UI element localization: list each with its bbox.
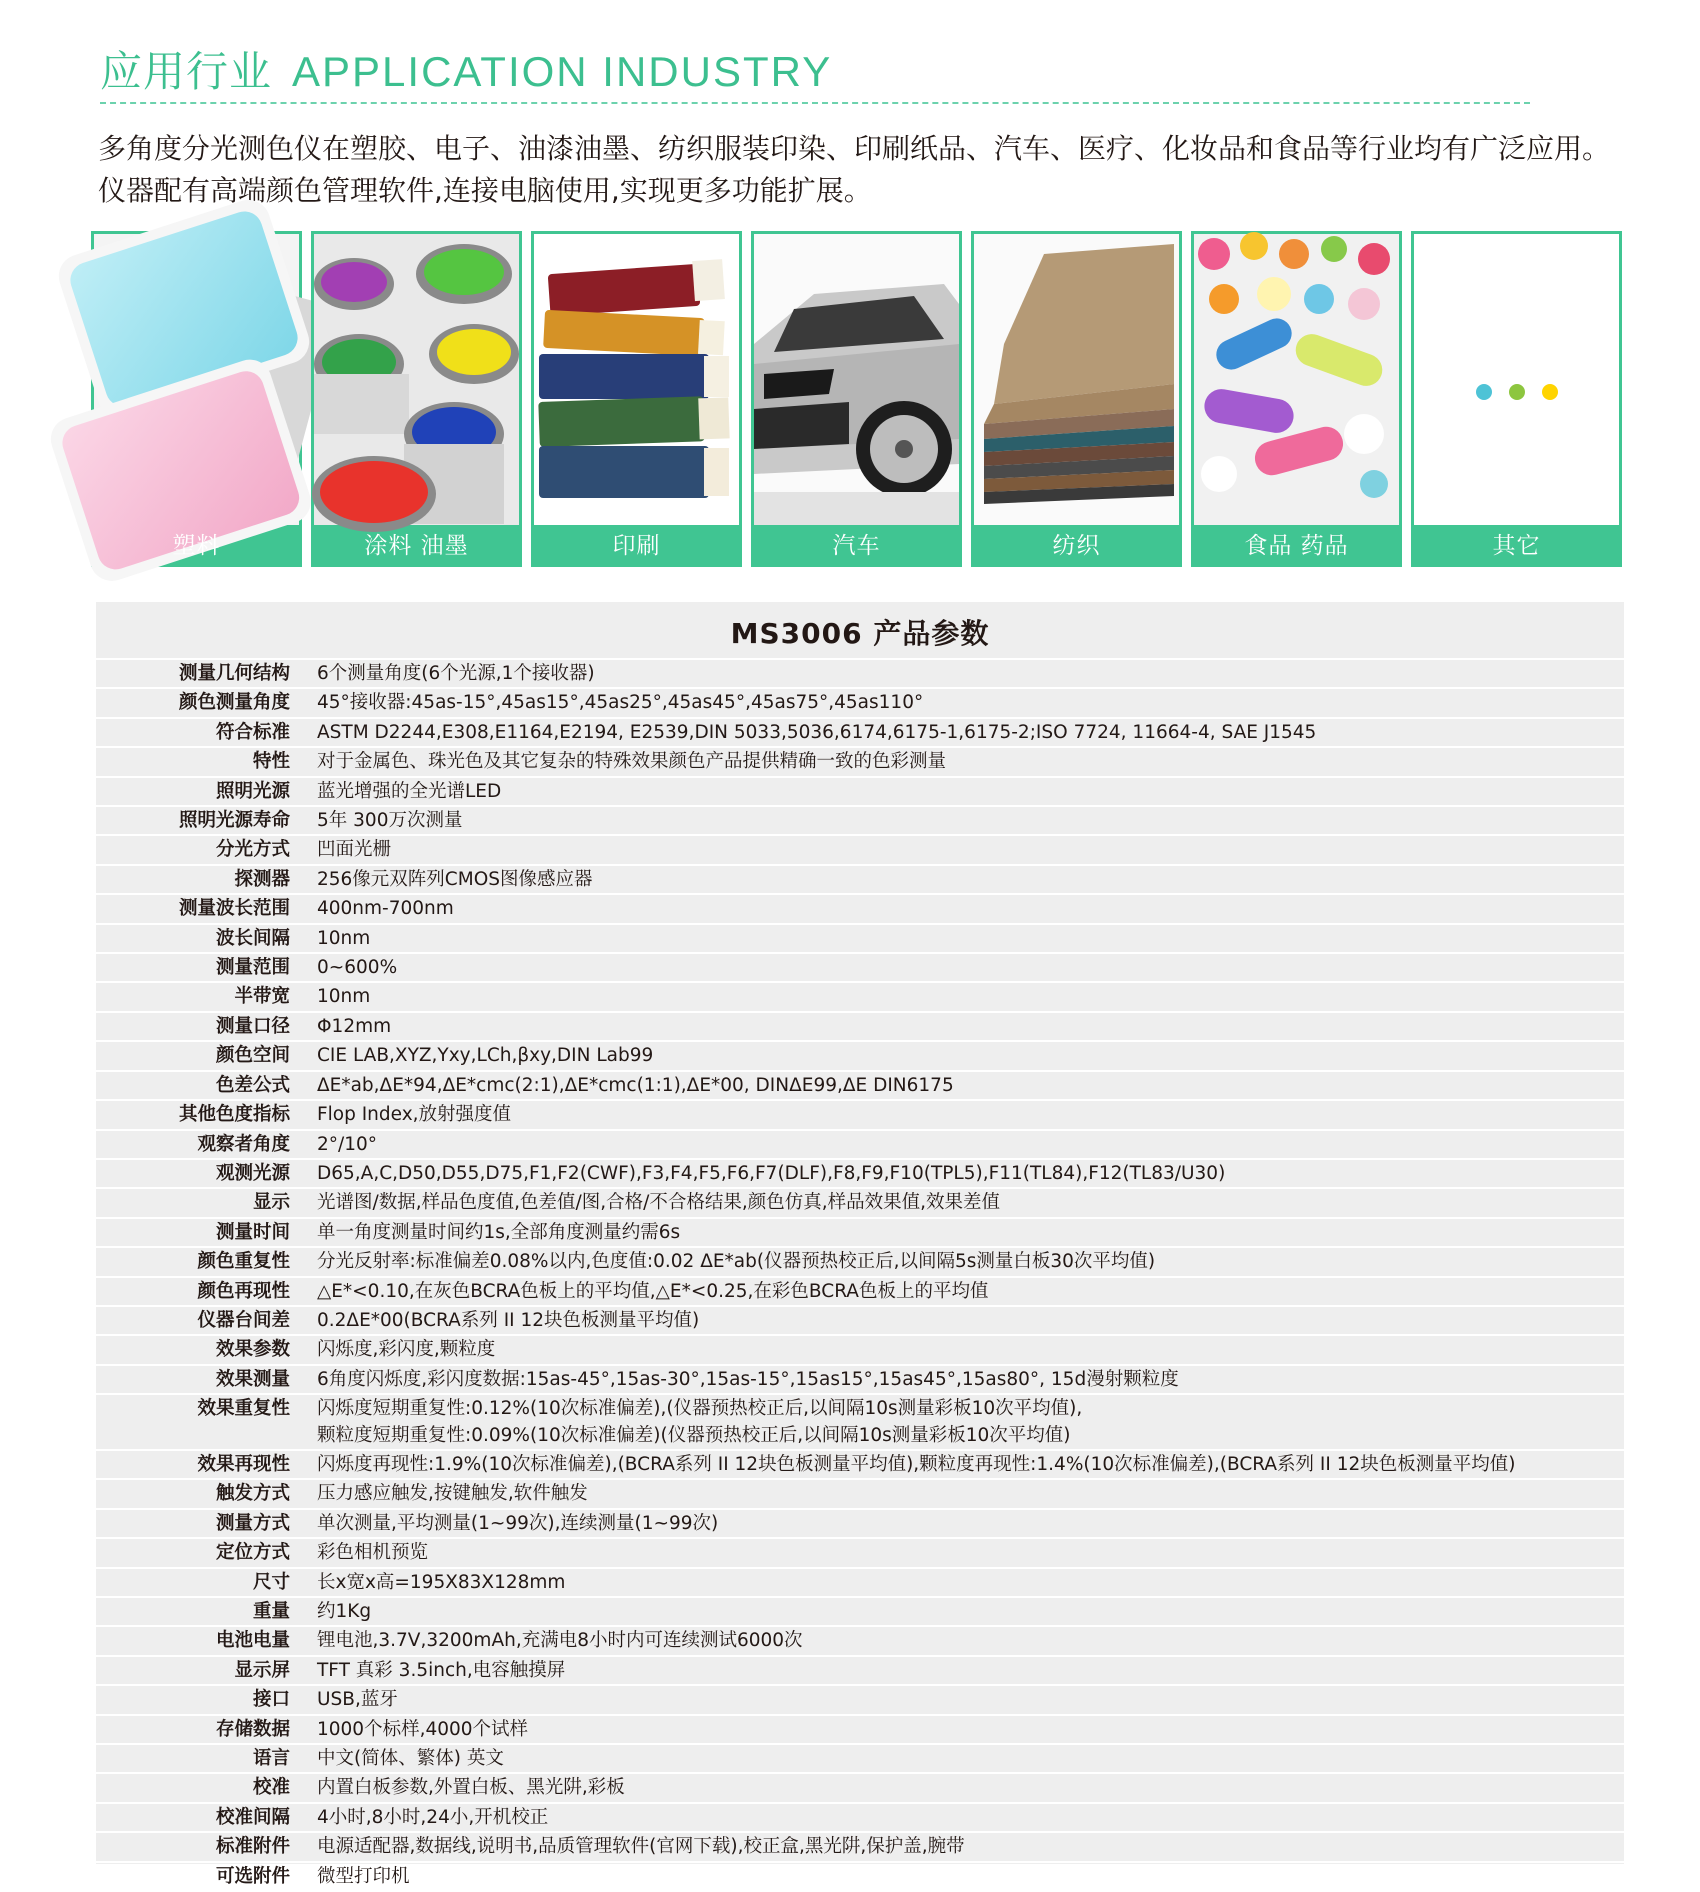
spec-row <box>96 660 1624 689</box>
spec-row <box>96 1510 1624 1539</box>
heading-cn: 应用行业 <box>100 47 273 96</box>
spec-row <box>96 1013 1624 1042</box>
spec-value: 400nm-700nm <box>317 898 454 920</box>
spec-key: 测量时间 <box>215 1221 290 1243</box>
paint-cans-image <box>314 234 519 525</box>
industry-tile-food-pharma <box>1191 231 1402 567</box>
spec-key: 接口 <box>252 1689 290 1711</box>
spec-value: 压力感应触发,按键触发,软件触发 <box>317 1483 588 1505</box>
spec-key: 分光方式 <box>215 839 290 861</box>
spec-value: 微型打印机 <box>317 1865 410 1887</box>
spec-value: 4小时,8小时,24小,开机校正 <box>317 1806 549 1828</box>
spec-value: TFT 真彩 3.5inch,电容触摸屏 <box>317 1659 566 1681</box>
spec-key: 校准 <box>252 1777 290 1799</box>
spec-row <box>96 1336 1624 1365</box>
spec-key: 显示 <box>252 1192 290 1214</box>
spec-value: 闪烁度,彩闪度,颗粒度 <box>317 1339 496 1361</box>
section-heading <box>100 44 832 100</box>
spec-key: 颜色再现性 <box>197 1280 290 1302</box>
industry-tile-textile <box>971 231 1182 567</box>
spec-value: 1000个标样,4000个试样 <box>317 1718 529 1740</box>
spec-row <box>96 983 1624 1012</box>
spec-row <box>96 1804 1624 1833</box>
spec-row <box>96 1072 1624 1101</box>
spec-rows <box>96 658 1624 1892</box>
spec-key: 观察者角度 <box>197 1133 290 1155</box>
spec-value: ASTM D2244,E308,E1164,E2194, E2539,DIN 5033,5036,6174,6175-1,6175-2;ISO 7724, 11664-4, SAE J1545 <box>317 721 1317 743</box>
spec-row <box>96 1366 1624 1395</box>
spec-value: 45°接收器:45as-15°,45as15°,45as25°,45as45°,45as75°,45as110° <box>317 692 924 714</box>
spec-row <box>96 1569 1624 1598</box>
spec-value: 0~600% <box>317 957 398 979</box>
plastic-phone-cases-image <box>94 234 299 525</box>
spec-row <box>96 748 1624 777</box>
spec-row <box>96 778 1624 807</box>
spec-table <box>96 602 1624 1887</box>
spec-value: CIE LAB,XYZ,Yxy,LCh,βxy,DIN Lab99 <box>317 1045 654 1067</box>
spec-key: 其他色度指标 <box>178 1104 290 1126</box>
spec-key: 存储数据 <box>215 1718 290 1740</box>
spec-value: 电源适配器,数据线,说明书,品质管理软件(官网下载),校正盒,黑光阱,保护盖,腕带 <box>317 1836 965 1858</box>
spec-value: 内置白板参数,外置白板、黑光阱,彩板 <box>317 1777 625 1799</box>
intro-line-1: 多角度分光测色仪在塑胶、电子、油漆油墨、纺织服装印染、印刷纸品、汽车、医疗、化妆品和食品等行业均有广泛应用。 <box>98 132 1611 165</box>
spec-row <box>96 1307 1624 1336</box>
spec-row <box>96 1598 1624 1627</box>
industry-label: 塑料 <box>172 533 221 559</box>
spec-key: 照明光源寿命 <box>178 810 290 832</box>
heading-en: APPLICATION INDUSTRY <box>292 48 833 95</box>
spec-value: 蓝光增强的全光谱LED <box>317 780 502 802</box>
spec-row <box>96 1745 1624 1774</box>
folded-textiles-image <box>974 234 1179 525</box>
spec-key: 显示屏 <box>234 1659 290 1681</box>
spec-key: 重量 <box>252 1601 290 1622</box>
spec-value: 6个测量角度(6个光源,1个接收器) <box>317 663 595 684</box>
car-image <box>754 234 959 525</box>
spec-key: 效果重复性 <box>197 1398 290 1420</box>
spec-row <box>96 1774 1624 1803</box>
spec-row <box>96 1395 1624 1451</box>
spec-value: Φ12mm <box>317 1015 392 1037</box>
spec-value: 闪烁度再现性:1.9%(10次标准偏差),(BCRA系列 II 12块色板测量平均值),颗粒度再现性:1.4%(10次标准偏差),(BCRA系列 II 12块色板测量平均值) <box>317 1453 1516 1475</box>
spec-value: Flop Index,放射强度值 <box>317 1104 512 1126</box>
spec-row <box>96 1451 1624 1480</box>
spec-row <box>96 1686 1624 1715</box>
industry-tile-paint-ink <box>311 231 522 567</box>
spec-key: 效果测量 <box>215 1368 290 1390</box>
spec-key: 颜色重复性 <box>197 1251 290 1273</box>
spec-value: 10nm <box>317 986 371 1008</box>
spec-row <box>96 954 1624 983</box>
spec-key: 可选附件 <box>215 1865 290 1887</box>
spec-key: 特性 <box>252 751 290 773</box>
industry-label: 印刷 <box>612 533 661 559</box>
spec-row <box>96 1042 1624 1071</box>
spec-value: 对于金属色、珠光色及其它复杂的特殊效果颜色产品提供精确一致的色彩测量 <box>317 751 947 773</box>
spec-value: 长x宽x高=195X83X128mm <box>317 1571 566 1593</box>
spec-key: 电池电量 <box>215 1630 290 1652</box>
spec-row <box>96 1627 1624 1656</box>
intro-text <box>98 128 1658 212</box>
spec-key: 效果参数 <box>215 1339 290 1361</box>
spec-row <box>96 689 1624 718</box>
industry-label: 汽车 <box>832 533 881 559</box>
spec-row <box>96 895 1624 924</box>
industry-label: 食品 药品 <box>1244 533 1349 559</box>
spec-key: 颜色空间 <box>215 1045 290 1067</box>
industry-label: 其它 <box>1492 533 1541 559</box>
spec-value: 2°/10° <box>317 1133 378 1155</box>
spec-value: 彩色相机预览 <box>317 1542 429 1564</box>
industry-label: 涂料 油墨 <box>364 533 469 559</box>
spec-value: 分光反射率:标准偏差0.08%以内,色度值:0.02 ΔE*ab(仪器预热校正后,以间隔5s测量白板30次平均值) <box>317 1251 1156 1273</box>
spec-value: 256像元双阵列CMOS图像感应器 <box>317 868 593 890</box>
spec-row <box>96 836 1624 865</box>
industry-gallery <box>91 231 1625 567</box>
spec-value: 中文(简体、繁体) 英文 <box>317 1748 504 1770</box>
spec-value: 6角度闪烁度,彩闪度数据:15as-45°,15as-30°,15as-15°,15as15°,15as45°,15as80°, 15d漫射颗粒度 <box>317 1368 1179 1390</box>
spec-key: 测量波长范围 <box>178 898 290 920</box>
spec-value: 0.2ΔE*00(BCRA系列 II 12块色板测量平均值) <box>317 1309 700 1331</box>
spec-row <box>96 866 1624 895</box>
spec-key: 效果再现性 <box>197 1453 290 1475</box>
spec-value: 闪烁度短期重复性:0.12%(10次标准偏差),(仪器预热校正后,以间隔10s测量彩板10次平均值), 颗粒度短期重复性:0.09%(10次标准偏差)(仪器预热校正后,以间隔10s测量彩板10次平均值) <box>317 1398 1083 1446</box>
industry-tile-printing <box>531 231 742 567</box>
heading-divider <box>100 102 1530 104</box>
spec-key: 定位方式 <box>215 1542 290 1564</box>
spec-row <box>96 1539 1624 1568</box>
spec-row <box>96 925 1624 954</box>
spec-row <box>96 1219 1624 1248</box>
spec-value: △E*<0.10,在灰色BCRA色板上的平均值,△E*<0.25,在彩色BCRA色板上的平均值 <box>317 1280 989 1302</box>
spec-row <box>96 807 1624 836</box>
spec-value: 约1Kg <box>317 1601 372 1622</box>
spec-key: 语言 <box>252 1748 290 1770</box>
spec-row <box>96 1657 1624 1686</box>
industry-tile-other <box>1411 231 1622 567</box>
spec-key: 颜色测量角度 <box>178 692 290 714</box>
spec-row <box>96 1716 1624 1745</box>
spec-key: 触发方式 <box>215 1483 290 1505</box>
spec-value: 锂电池,3.7V,3200mAh,充满电8小时内可连续测试6000次 <box>317 1630 803 1652</box>
spec-key: 观测光源 <box>215 1162 290 1184</box>
spec-value: 单一角度测量时间约1s,全部角度测量约需6s <box>317 1221 681 1243</box>
spec-key: 测量范围 <box>215 957 290 979</box>
spec-key: 仪器台间差 <box>197 1309 290 1331</box>
spec-row <box>96 1480 1624 1509</box>
spec-key: 波长间隔 <box>215 927 290 949</box>
spec-row <box>96 1833 1624 1862</box>
spec-value: 凹面光栅 <box>317 839 392 861</box>
spec-value: USB,蓝牙 <box>317 1689 398 1711</box>
spec-key: 符合标准 <box>215 721 290 743</box>
spec-value: 10nm <box>317 927 371 949</box>
spec-value: D65,A,C,D50,D55,D75,F1,F2(CWF),F3,F4,F5,F6,F7(DLF),F8,F9,F10(TPL5),F11(TL84),F12(TL83/U30) <box>317 1162 1226 1184</box>
spec-row <box>96 1278 1624 1307</box>
industry-label: 纺织 <box>1052 533 1101 559</box>
industry-tile-automotive <box>751 231 962 567</box>
spec-table-title: MS3006 产品参数 <box>730 617 990 650</box>
industry-tile-plastic <box>91 231 302 567</box>
spec-key: 校准间隔 <box>215 1806 290 1828</box>
spec-row <box>96 719 1624 748</box>
spec-row <box>96 1863 1624 1892</box>
spec-key: 探测器 <box>234 868 290 890</box>
spec-row <box>96 1101 1624 1130</box>
intro-line-2: 仪器配有高端颜色管理软件,连接电脑使用,实现更多功能扩展。 <box>98 174 872 207</box>
spec-key: 测量口径 <box>215 1015 290 1037</box>
pills-image <box>1194 234 1399 525</box>
spec-key: 测量方式 <box>215 1512 290 1534</box>
spec-row <box>96 1248 1624 1277</box>
spec-row <box>96 1131 1624 1160</box>
spec-key: 尺寸 <box>252 1571 290 1593</box>
spec-key: 测量几何结构 <box>178 663 290 684</box>
spec-value: ΔE*ab,ΔE*94,ΔE*cmc(2:1),ΔE*cmc(1:1),ΔE*00, DINΔE99,ΔE DIN6175 <box>317 1074 954 1096</box>
spec-key: 标准附件 <box>215 1836 290 1858</box>
three-dots-icon <box>1414 234 1619 525</box>
spec-value: 5年 300万次测量 <box>317 810 463 832</box>
spec-key: 半带宽 <box>234 986 290 1008</box>
spec-key: 照明光源 <box>215 780 290 802</box>
spec-value: 单次测量,平均测量(1~99次),连续测量(1~99次) <box>317 1512 719 1534</box>
spec-key: 色差公式 <box>215 1074 290 1096</box>
spec-row <box>96 1160 1624 1189</box>
books-stack-image <box>534 234 739 525</box>
spec-value: 光谱图/数据,样品色度值,色差值/图,合格/不合格结果,颜色仿真,样品效果值,效果差值 <box>317 1192 1000 1214</box>
spec-row <box>96 1189 1624 1218</box>
